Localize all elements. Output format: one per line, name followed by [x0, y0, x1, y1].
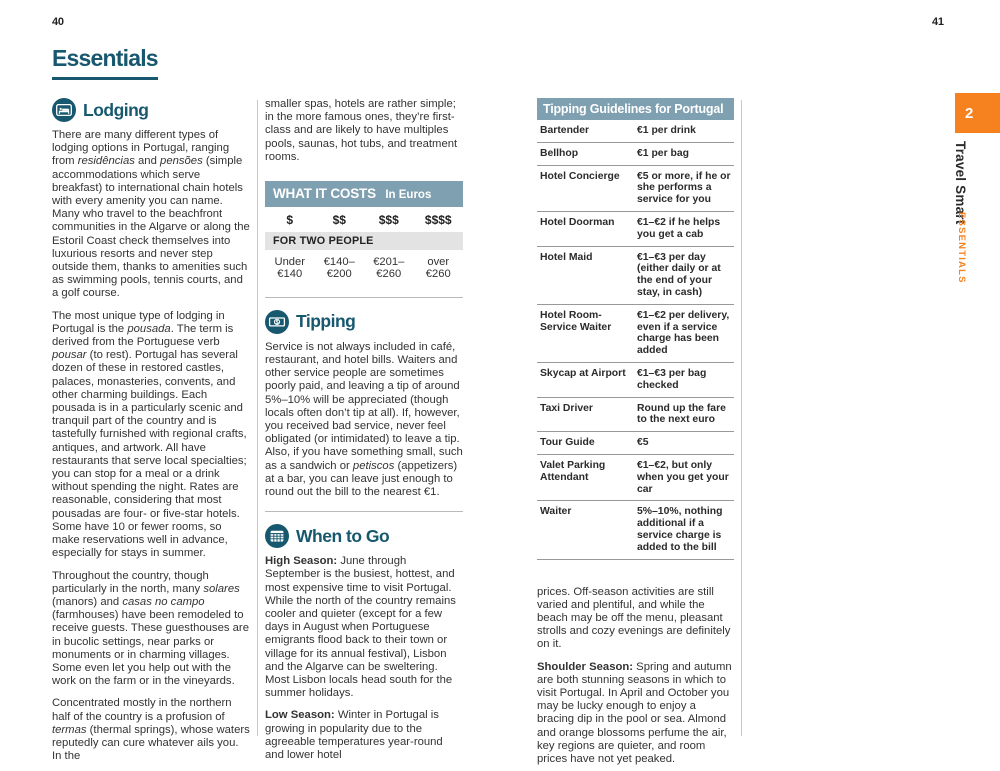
cost-table-title: WHAT IT COSTS	[273, 186, 376, 202]
price-tier: $	[286, 212, 294, 227]
guideline-service: Bellhop	[540, 147, 579, 159]
bed-icon	[52, 98, 76, 122]
column-right	[537, 98, 734, 771]
column-rule-left	[257, 100, 258, 736]
guideline-row	[537, 143, 734, 166]
price-range: €140– €200	[323, 255, 355, 281]
paragraph: prices. Off-season activities are still varied and plentiful, and while the beach may be off the menu, pleasant strolls and cozy evenings are definitely on it.	[537, 585, 731, 651]
paragraph: There are many different types of lodging options in Portugal, ranging from residências and pensões (simple accommodations which serve breakfast) to international chain hotels with every amenity you can name. Many who travel to the beachfront communities in the Algarve or along the Estoril Coast check themselves into luxurious resorts and never step outside them, thanks to amenities such as swimming pools, tennis courts, and a golf course.	[52, 129, 250, 300]
guideline-amount: Round up the fare to the next euro	[637, 402, 726, 426]
guideline-row	[537, 455, 734, 501]
guideline-amount: €5 or more, if he or she performs a service for you	[637, 170, 731, 206]
paragraph: Throughout the country, though particularly in the north, many solares (manors) and casas no campo (farmhouses) have been remodeled to receive guests. These guesthouses are in bucolic settings, near parks or monuments or in charming villages. Some even let you help out with the work on the farm or in the vineyards.	[52, 569, 249, 688]
guideline-amount: €1–€2 per delivery, even if a service charge has been added	[637, 309, 730, 357]
guideline-amount: 5%–10%, nothing additional if a service charge is added to the bill	[637, 506, 723, 553]
tipping-paragraph: Service is not always included in café, restaurant, and hotel bills. Waiters and other service people are sometimes poorly paid, and leaving a tip of around 5%–10% will be appreciated (though locals often don’t tip at all). If, however, you received bad service, never feel obligated (or intimidated) to leave a tip. Also, if you have something small, such as a sandwich or petiscos (appetizers) at a bar, you can leave just enough to round out the bill to the nearest €1.	[265, 340, 463, 499]
guideline-row	[537, 398, 734, 433]
guideline-row	[537, 432, 734, 455]
price-tier: $$$$	[424, 212, 452, 227]
chapter-number: 2	[965, 104, 974, 122]
banknote-icon	[265, 310, 289, 334]
guideline-row	[537, 247, 734, 305]
tipping-guidelines-title: Tipping Guidelines for Portugal	[537, 98, 734, 120]
when-to-go-paragraphs	[265, 555, 463, 762]
when-to-go-section-header	[265, 524, 463, 548]
guideline-amount: €5	[637, 437, 649, 449]
price-range: €201– €260	[373, 255, 405, 281]
guideline-amount: €1 per bag	[637, 147, 689, 159]
guideline-amount: €1–€2 if he helps you get a cab	[637, 216, 721, 240]
guideline-amount: €1–€3 per day (either daily or at the end of your stay, in cash)	[637, 251, 721, 298]
cost-table-category: FOR TWO PEOPLE	[265, 232, 463, 250]
guideline-amount: €1–€3 per bag checked	[637, 367, 707, 391]
guideline-service: Hotel Maid	[540, 251, 593, 263]
svg-text:$: $	[275, 319, 279, 326]
guideline-row	[537, 120, 734, 143]
cost-table	[265, 181, 463, 285]
guideline-service: Skycap at Airport	[540, 367, 626, 379]
price-tier: $$$	[378, 212, 399, 227]
guideline-amount: €1 per drink	[637, 125, 696, 136]
guideline-service: Hotel Concierge	[540, 170, 620, 182]
guideline-service: Hotel Room-Service Waiter	[540, 309, 612, 333]
price-range: over €260	[425, 255, 451, 281]
price-tier-row	[265, 207, 463, 232]
when-to-go-heading: When to Go	[296, 525, 390, 546]
lodging-section-header	[52, 98, 250, 122]
page-title: Essentials	[52, 47, 158, 80]
column-rule-right	[741, 100, 742, 736]
guideline-amount: €1–€2, but only when you get your car	[637, 459, 729, 495]
lodging-continuation-paragraph: smaller spas, hotels are rather simple; in the more famous ones, they’re first-class and are likely to have multiples pools, saunas, hot tubs, and treatment rooms.	[265, 98, 458, 163]
guideline-service: Waiter	[540, 506, 572, 518]
chapter-tab	[955, 93, 1000, 133]
price-tier: $$	[332, 212, 346, 227]
guideline-service: Tour Guide	[540, 437, 595, 449]
tipping-guidelines-table	[537, 98, 734, 560]
paragraph: Concentrated mostly in the northern half of the country is a profusion of termas (thermal springs), whose waters reputedly can cure whatever ails you. In the	[52, 697, 250, 763]
paragraph: High Season: June through September is the busiest, hottest, and most expensive time to visit Portugal. While the north of the country remains cooler and quieter (except for a few days in August when Portuguese emigrants flood back to their town or village for its annual festival), Lisbon and the Algarve can be sweltering. Most Lisbon locals head south for the summer holidays.	[265, 555, 456, 700]
calendar-icon	[265, 524, 289, 548]
guideline-service: Taxi Driver	[540, 402, 593, 414]
spine-section-label: ESSENTIALS	[956, 212, 967, 284]
tipping-heading: Tipping	[296, 311, 356, 332]
price-range: Under €140	[274, 255, 305, 281]
page-number-left: 40	[52, 16, 64, 28]
paragraph: Shoulder Season: Spring and autumn are both stunning seasons in which to visit Portugal. In April and October you may be lucky enough to enjoy a bracing dip in the pool or sea. Almond and orange blossoms perfume the air, key regions are quieter, and room prices have not yet peaked.	[537, 660, 732, 765]
lodging-paragraphs	[52, 129, 250, 763]
tipping-guidelines-rows	[537, 120, 734, 560]
right-column-paragraphs	[537, 586, 734, 767]
guideline-row	[537, 305, 734, 363]
section-divider	[265, 511, 463, 512]
tipping-section-header	[265, 310, 463, 334]
cost-table-subtitle: In Euros	[385, 189, 432, 202]
paragraph: Low Season: Winter in Portugal is growing in popularity due to the agreeable temperatures year-round and lower hotel	[265, 709, 443, 762]
guideline-row	[537, 501, 734, 559]
guideline-service: Valet Parking Attendant	[540, 459, 606, 483]
guideline-row	[537, 363, 734, 398]
cost-table-header	[265, 181, 463, 207]
price-range-row	[265, 250, 463, 285]
spine-chapter-title: Travel Smart	[953, 141, 968, 225]
column-left	[52, 98, 250, 771]
section-divider	[265, 297, 463, 298]
guideline-row	[537, 212, 734, 247]
guideline-service: Bartender	[540, 125, 590, 136]
column-middle	[265, 98, 463, 771]
page-number-right: 41	[932, 16, 944, 28]
lodging-heading: Lodging	[83, 99, 149, 120]
guideline-service: Hotel Doorman	[540, 216, 615, 228]
guideline-row	[537, 166, 734, 212]
paragraph: The most unique type of lodging in Portugal is the pousada. The term is derived from the Portuguese verb pousar (to rest). Portugal has several dozen of these in restored castles, palaces, monasteries, convents, and other charming buildings. Each pousada is in a particularly scenic and tranquil part of the country and is tastefully furnished with regional crafts, antiques, and artwork. All have restaurants that serve local specialties; you can stop for a meal or a drink without spending the night. Rates are reasonable, considering that most pousadas are four- or five-star hotels. Some have 10 or fewer rooms, so make reservations well in advance, especially for stays in summer.	[52, 309, 247, 560]
